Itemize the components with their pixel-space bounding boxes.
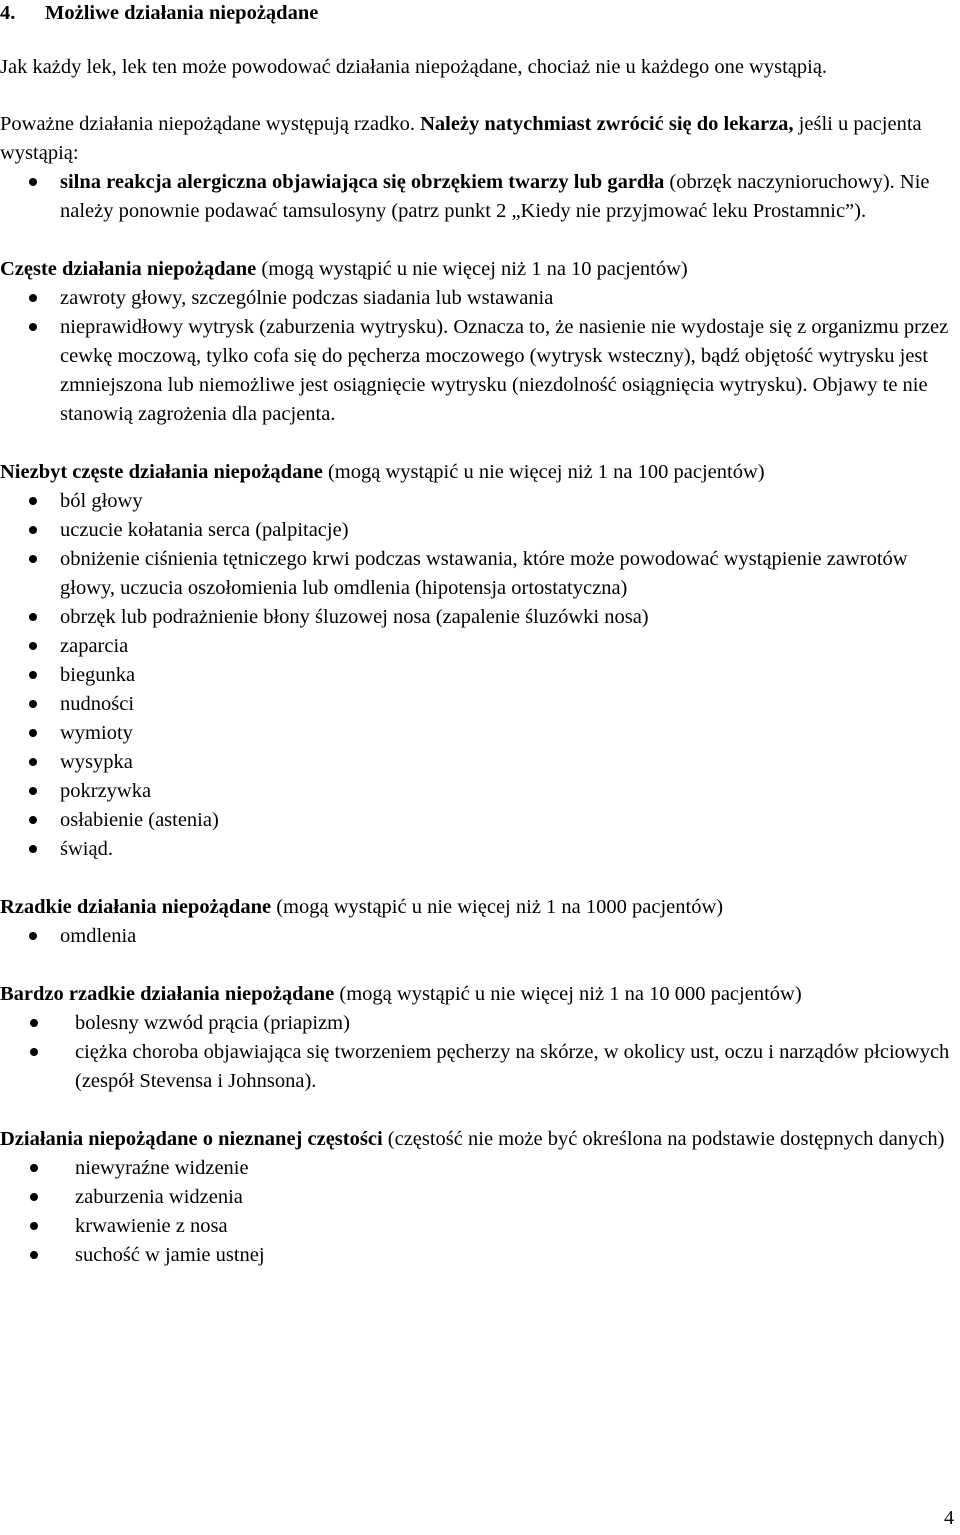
list-item: niewyraźne widzenie — [0, 1154, 950, 1183]
bullet-icon — [29, 845, 37, 853]
bullet-icon — [29, 642, 37, 650]
bullet-icon — [29, 729, 37, 737]
section-heading — [0, 0, 950, 26]
bullet-icon — [29, 932, 37, 940]
list-item: wymioty — [0, 719, 950, 748]
bullet-icon — [29, 700, 37, 708]
list-item: nudności — [0, 690, 950, 719]
list-item: nieprawidłowy wytrysk (zaburzenia wytrysku). Oznacza to, że nasienie nie wydostaje się z organizmu przez cewkę moczową, tylko cofa się do pęcherza moczowego (wytrysk wsteczny), bądź objętość wytrysku jest zmniejszona lub niemożliwe jest osiągnięcie wytrysku (niezdolność osiągnięcia wytrysku). Objawy te nie stanowią zagrożenia dla pacjenta. — [0, 313, 950, 429]
rare-list — [0, 922, 950, 951]
list-item: świąd. — [0, 835, 950, 864]
list-item: suchość w jamie ustnej — [0, 1241, 950, 1270]
bullet-icon — [29, 294, 37, 302]
bullet-icon — [29, 526, 37, 534]
section-title: Możliwe działania niepożądane — [45, 2, 319, 24]
intro-paragraph: Jak każdy lek, lek ten może powodować działania niepożądane, chociaż nie u każdego one wystąpią. — [0, 56, 828, 78]
page-number: 4 — [944, 1507, 954, 1529]
bullet-icon — [30, 1251, 38, 1259]
common-heading: Częste działania niepożądane (mogą wystąpić u nie więcej niż 1 na 10 pacjentów) — [0, 258, 688, 280]
bullet-icon — [30, 1164, 38, 1172]
bullet-icon — [30, 1048, 38, 1056]
list-item: obniżenie ciśnienia tętniczego krwi podczas wstawania, które może powodować wystąpienie zawrotów głowy, uczucia oszołomienia lub omdlenia (hipotensja ortostatyczna) — [0, 545, 950, 603]
uncommon-list — [0, 487, 950, 864]
list-item: obrzęk lub podrażnienie błony śluzowej nosa (zapalenie śluzówki nosa) — [0, 603, 950, 632]
serious-lead: Poważne działania niepożądane występują rzadko. Należy natychmiast zwrócić się do lekarza, jeśli u pacjenta wystąpią: — [0, 113, 922, 164]
common-list — [0, 284, 950, 429]
very-rare-heading: Bardzo rzadkie działania niepożądane (mogą wystąpić u nie więcej niż 1 na 10 000 pacjentów) — [0, 983, 802, 1005]
uncommon-heading: Niezbyt częste działania niepożądane (mogą wystąpić u nie więcej niż 1 na 100 pacjentów) — [0, 461, 765, 483]
bullet-icon — [29, 613, 37, 621]
list-item: osłabienie (astenia) — [0, 806, 950, 835]
section-number: 4. — [0, 2, 16, 24]
bullet-icon — [29, 555, 37, 563]
serious-list — [0, 168, 950, 226]
list-item: zawroty głowy, szczególnie podczas siadania lub wstawania — [0, 284, 950, 313]
rare-heading: Rzadkie działania niepożądane (mogą wystąpić u nie więcej niż 1 na 1000 pacjentów) — [0, 896, 724, 918]
list-item: ból głowy — [0, 487, 950, 516]
bullet-icon — [29, 671, 37, 679]
list-item: zaparcia — [0, 632, 950, 661]
bullet-icon — [29, 323, 37, 331]
list-item: bolesny wzwód prącia (priapizm) — [0, 1009, 950, 1038]
unknown-heading: Działania niepożądane o nieznanej częstości (częstość nie może być określona na podstawie dostępnych danych) — [0, 1128, 945, 1150]
list-item: krwawienie z nosa — [0, 1212, 950, 1241]
unknown-list — [0, 1154, 950, 1270]
bullet-icon — [30, 1193, 38, 1201]
bullet-icon — [30, 1019, 38, 1027]
bullet-icon — [29, 787, 37, 795]
bullet-icon — [30, 1222, 38, 1230]
list-item: pokrzywka — [0, 777, 950, 806]
bullet-icon — [29, 758, 37, 766]
list-item: biegunka — [0, 661, 950, 690]
list-item: uczucie kołatania serca (palpitacje) — [0, 516, 950, 545]
bullet-icon — [29, 178, 37, 186]
list-item: wysypka — [0, 748, 950, 777]
bullet-icon — [29, 497, 37, 505]
list-item: silna reakcja alergiczna objawiająca się obrzękiem twarzy lub gardła (obrzęk naczynioruchowy). Nie należy ponownie podawać tamsulosyny (patrz punkt 2 „Kiedy nie przyjmować leku Prostamnic”). — [0, 168, 950, 226]
list-item: ciężka choroba objawiająca się tworzeniem pęcherzy na skórze, w okolicy ust, oczu i narządów płciowych (zespół Stevensa i Johnsona). — [0, 1038, 950, 1096]
list-item: zaburzenia widzenia — [0, 1183, 950, 1212]
very-rare-list — [0, 1009, 950, 1096]
list-item: omdlenia — [0, 922, 950, 951]
bullet-icon — [29, 816, 37, 824]
